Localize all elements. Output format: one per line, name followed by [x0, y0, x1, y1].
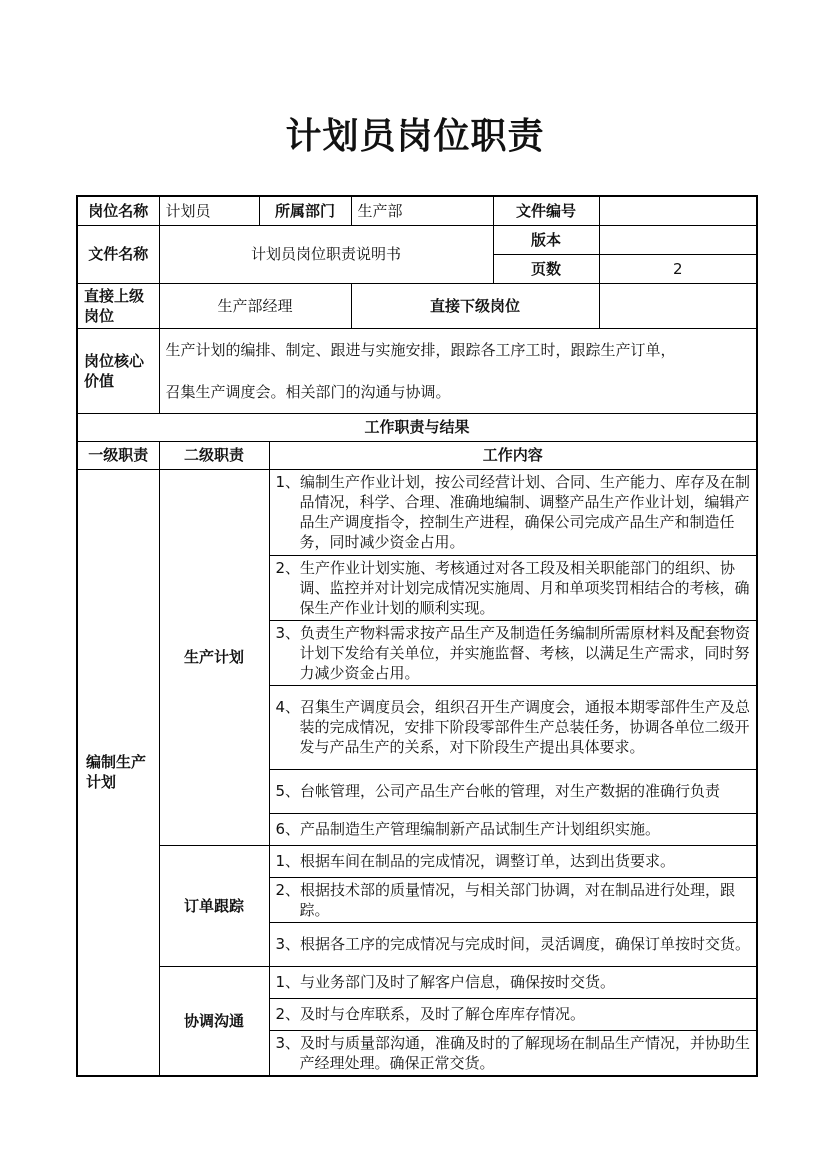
col-level2-header: 二级职责: [159, 441, 269, 469]
duty-item: 1、根据车间在制品的完成情况，调整订单，达到出货要求。: [269, 845, 757, 877]
subordinate-label: 直接下级岗位: [351, 283, 599, 328]
department-label: 所属部门: [259, 196, 351, 225]
duty-item: 1、编制生产作业计划，按公司经营计划、合同、生产能力、库存及在制品情况，科学、合理、准确地编制、调整产品生产作业计划，编辑产品生产调度指令，控制生产进程，确保公司完成产品生产和制造任务，同时减少资金占用。: [269, 469, 757, 555]
duty-item: 2、及时与仓库联系，及时了解仓库库存情况。: [269, 998, 757, 1030]
subordinate-value: [599, 283, 757, 328]
position-name-value: 计划员: [159, 196, 259, 225]
doc-no-value: [599, 196, 757, 225]
duty-item: 3、负责生产物料需求按产品生产及制造任务编制所需原材料及配套物资计划下发给有关单位，并实施监督、考核，以满足生产需求，同时努力减少资金占用。: [269, 620, 757, 685]
pages-value: 2: [599, 254, 757, 283]
pages-label: 页数: [493, 254, 599, 283]
doc-no-label: 文件编号: [493, 196, 599, 225]
superior-label: 直接上级岗位: [77, 283, 159, 328]
duty-item: 6、产品制造生产管理编制新产品试制生产计划组织实施。: [269, 813, 757, 845]
core-value-line-2: 召集生产调度会。相关部门的沟通与协调。: [165, 382, 451, 401]
duty-item: 1、与业务部门及时了解客户信息，确保按时交货。: [269, 966, 757, 998]
level2-duty-production-plan: 生产计划: [159, 469, 269, 845]
duty-item: 2、生产作业计划实施、考核通过对各工段及相关职能部门的组织、协调、监控并对计划完成情况实施周、月和单项奖罚相结合的考核，确保生产作业计划的顺利实现。: [269, 555, 757, 620]
level1-duty: 编制生产计划: [77, 469, 159, 1076]
level2-duty-coordination: 协调沟通: [159, 966, 269, 1076]
section-title: 工作职责与结果: [77, 413, 757, 441]
core-value-label: 岗位核心价值: [77, 328, 159, 413]
core-value-text: [159, 328, 757, 413]
department-value: 生产部: [351, 196, 493, 225]
core-value-line-1: 生产计划的编排、制定、跟进与实施安排，跟踪各工序工时，跟踪生产订单，: [165, 340, 676, 359]
col-level1-header: 一级职责: [77, 441, 159, 469]
page-title: 计划员岗位职责: [285, 116, 545, 157]
superior-value: 生产部经理: [159, 283, 351, 328]
duty-item: 3、及时与质量部沟通，准确及时的了解现场在制品生产情况，并协助生产经理处理。确保正常交货。: [269, 1030, 757, 1076]
position-name-label: 岗位名称: [77, 196, 159, 225]
file-name-label: 文件名称: [77, 225, 159, 283]
level2-duty-order-tracking: 订单跟踪: [159, 845, 269, 966]
duty-item: 3、根据各工序的完成情况与完成时间，灵活调度，确保订单按时交货。: [269, 922, 757, 966]
duty-item: 5、台帐管理，公司产品生产台帐的管理，对生产数据的准确行负责: [269, 769, 757, 813]
version-label: 版本: [493, 225, 599, 254]
version-value: [599, 225, 757, 254]
duty-table: [76, 195, 758, 1077]
file-name-value: 计划员岗位职责说明书: [159, 225, 493, 283]
duty-item: 4、召集生产调度员会，组织召开生产调度会，通报本期零部件生产及总装的完成情况，安排下阶段零部件生产总装任务，协调各单位二级开发与产品生产的关系，对下阶段生产提出具体要求。: [269, 685, 757, 769]
col-content-header: 工作内容: [269, 441, 757, 469]
duty-item: 2、根据技术部的质量情况，与相关部门协调，对在制品进行处理，跟踪。: [269, 877, 757, 922]
